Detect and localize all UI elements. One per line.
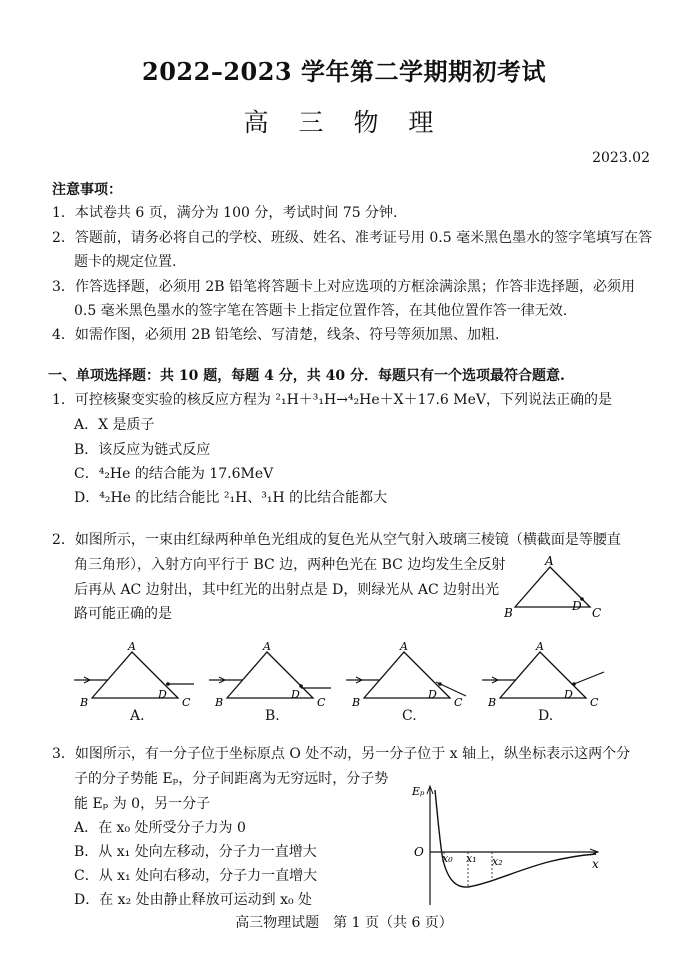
notice-item-3-cont: 0.5 毫米黑色墨水的签字笔在答题卡上指定位置作答，在其他位置作答一律无效.: [74, 303, 568, 319]
q2-b-label-a: A: [263, 640, 271, 653]
q2-label-c: C: [592, 606, 602, 620]
notice-item-1: 1．本试卷共 6 页，满分为 100 分，考试时间 75 分钟.: [52, 205, 398, 221]
notice-heading: 注意事项：: [52, 182, 122, 198]
q2-stem-line-4: 路可能正确的是: [74, 606, 172, 622]
q3-stem-line-1: 3．如图所示，有一分子位于坐标原点 O 处不动，另一分子位于 x 轴上，纵坐标表示这两个分: [52, 746, 631, 762]
section-heading: 一、单项选择题：共 10 题，每题 4 分，共 40 分．每题只有一个选项最符合题意.: [48, 368, 565, 384]
q2-option-d-figure: [478, 640, 608, 710]
q2-option-a-figure: [70, 640, 200, 710]
q2-d-label-a: A: [536, 640, 544, 653]
q2-stem-line-3: 后再从 AC 边射出，其中红光的出射点是 D，则绿光从 AC 边射出光: [74, 582, 500, 598]
q3-stem-line-2: 子的分子势能 Eₚ，分子间距离为无穷远时，分子势: [74, 771, 389, 787]
q2-b-label-b: B: [215, 696, 224, 709]
q1-option-a: A．X 是质子: [74, 417, 155, 433]
q3-x-label: x: [592, 857, 599, 871]
q2-b-label-c: C: [317, 696, 326, 709]
q2-d-label-c: C: [590, 696, 599, 709]
q3-x1-label: x₁: [466, 852, 477, 865]
q2-prism-figure: [500, 555, 620, 625]
q2-a-label-c: C: [182, 696, 191, 709]
q2-option-c-figure: [342, 640, 472, 710]
notice-item-3: 3．作答选择题，必须用 2B 铅笔将答题卡上对应选项的方框涂满涂黑；作答非选择题，必须用: [52, 279, 636, 295]
exam-date: 2023.02: [592, 150, 650, 166]
q3-option-b: B．从 x₁ 处向左移动，分子力一直增大: [74, 844, 317, 860]
q2-option-d-label: D.: [538, 708, 554, 724]
q2-c-label-a: A: [400, 640, 408, 653]
q2-label-a: A: [545, 555, 554, 568]
q3-option-a: A．在 x₀ 处所受分子力为 0: [74, 820, 246, 836]
q2-option-a-label: A.: [130, 708, 145, 724]
q2-label-d: D: [572, 599, 582, 613]
q2-b-label-d: D: [291, 688, 300, 701]
exam-subject: 高 三 物 理: [243, 108, 445, 137]
q2-a-label-d: D: [158, 688, 167, 701]
q3-origin-label: O: [414, 845, 424, 859]
q2-c-label-d: D: [428, 688, 437, 701]
q2-d-label-b: B: [488, 696, 497, 709]
q2-c-label-c: C: [454, 696, 463, 709]
q2-a-label-a: A: [128, 640, 136, 653]
q3-stem-line-3: 能 Eₚ 为 0，另一分子: [74, 796, 211, 812]
q3-potential-curve: [435, 790, 596, 887]
q3-option-d: D．在 x₂ 处由静止释放可运动到 x₀ 处: [74, 892, 313, 908]
exam-title: 2022–2023 学年第二学期期初考试: [142, 57, 546, 86]
q3-potential-energy-graph: [408, 780, 608, 910]
notice-item-4: 4．如需作图，必须用 2B 铅笔绘、写清楚，线条、符号等须加黑、加粗.: [52, 327, 500, 343]
q2-stem-line-2: 角三角形），入射方向平行于 BC 边，两种色光在 BC 边均发生全反射: [74, 557, 506, 573]
q2-d-label-d: D: [564, 688, 573, 701]
q3-x2-label: x₂: [492, 855, 503, 868]
notice-item-2-cont: 题卡的规定位置.: [74, 254, 177, 270]
q2-stem-line-1: 2．如图所示，一束由红绿两种单色光组成的复色光从空气射入玻璃三棱镜（横截面是等腰直: [52, 532, 621, 548]
q2-option-c-label: C.: [402, 708, 417, 724]
q3-option-c: C．从 x₁ 处向右移动，分子力一直增大: [74, 868, 318, 884]
notice-item-2: 2．答题前，请务必将自己的学校、班级、姓名、准考证号用 0.5 毫米黑色墨水的签字笔填写在答: [52, 230, 653, 246]
q1-option-d: D．⁴₂He 的比结合能比 ²₁H、³₁H 的比结合能都大: [74, 490, 388, 506]
q2-c-label-b: B: [352, 696, 361, 709]
q2-a-label-b: B: [80, 696, 89, 709]
q2-option-b-label: B.: [265, 708, 280, 724]
q1-stem: 1．可控核聚变实验的核反应方程为 ²₁H＋³₁H→⁴₂He＋X＋17.6 MeV，下列说法正确的是: [52, 392, 612, 408]
page-footer: 高三物理试题 第 1 页（共 6 页）: [235, 915, 453, 931]
q2-option-b-figure: [205, 640, 335, 710]
q1-option-b: B．该反应为链式反应: [74, 442, 211, 458]
q2-label-b: B: [504, 606, 513, 620]
q3-x0-label: x₀: [442, 852, 453, 865]
q1-option-c: C．⁴₂He 的结合能为 17.6MeV: [74, 466, 274, 482]
q3-y-label: Eₚ: [412, 785, 425, 798]
